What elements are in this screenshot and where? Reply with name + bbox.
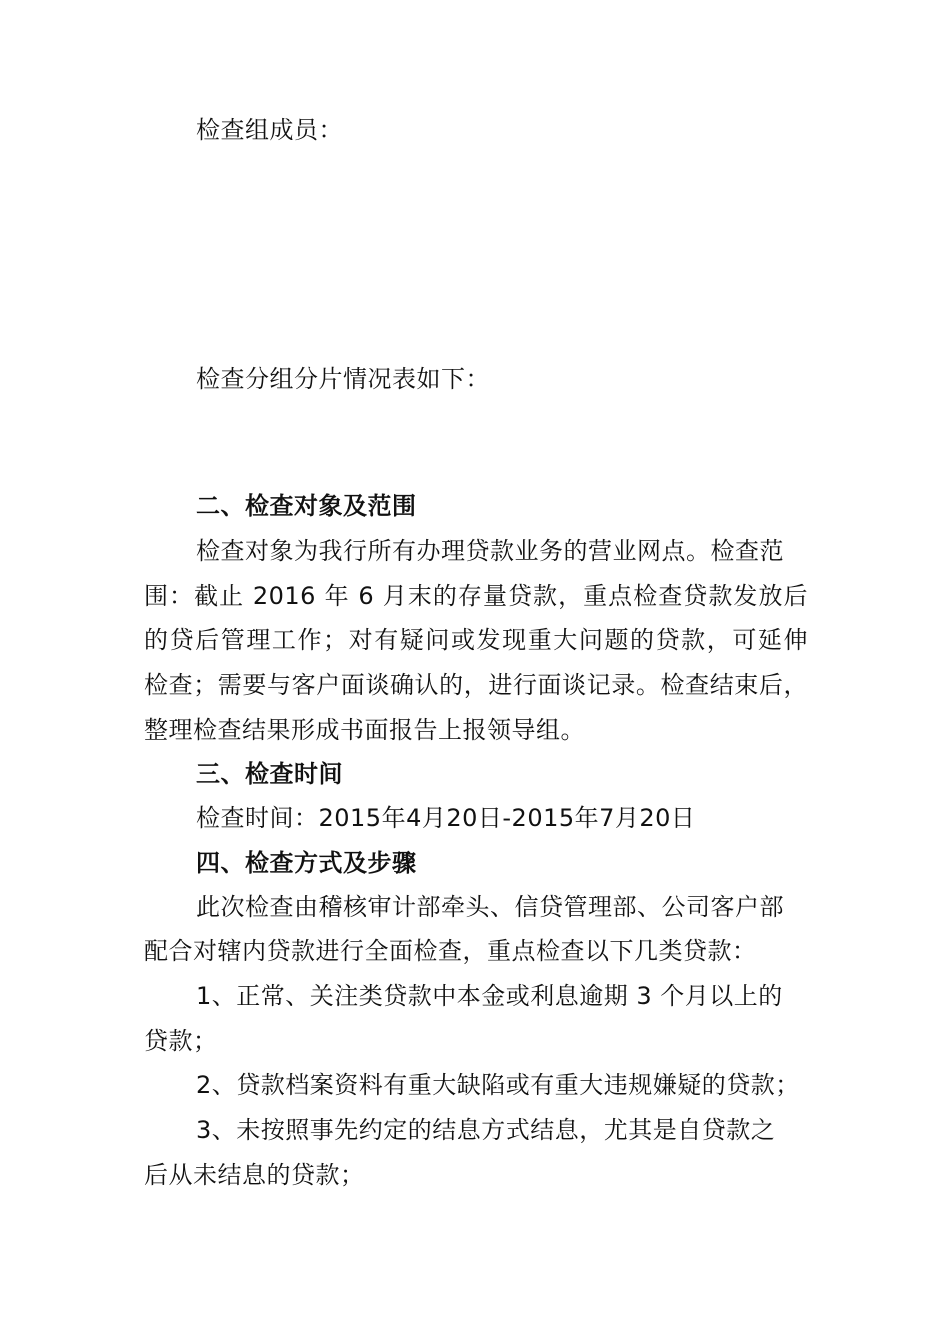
section-2-line-5: 整理检查结果形成书面报告上报领导组。 xyxy=(144,716,585,744)
list-item-3-line-1: 3、未按照事先约定的结息方式结息，尤其是自贷款之 xyxy=(196,1116,776,1144)
section-2-line-2: 围：截止 2016 年 6 月末的存量贷款，重点检查贷款发放后 xyxy=(144,582,808,610)
section-2-line-4: 检查；需要与客户面谈确认的，进行面谈记录。检查结束后， xyxy=(144,671,808,699)
section-2-line-3: 的贷后管理工作；对有疑问或发现重大问题的贷款，可延伸 xyxy=(144,626,808,654)
section-4-intro-line-1: 此次检查由稽核审计部牵头、信贷管理部、公司客户部 xyxy=(196,893,784,921)
section-3-heading: 三、检查时间 xyxy=(196,760,343,788)
section-4-intro-line-2: 配合对辖内贷款进行全面检查，重点检查以下几类贷款： xyxy=(144,937,757,965)
inspection-members-label: 检查组成员： xyxy=(196,116,343,144)
section-4-heading: 四、检查方式及步骤 xyxy=(196,849,417,877)
section-2-line-1: 检查对象为我行所有办理贷款业务的营业网点。检查范 xyxy=(196,537,784,565)
inspection-time: 检查时间：2015年4月20日-2015年7月20日 xyxy=(196,804,696,832)
grouping-table-intro: 检查分组分片情况表如下： xyxy=(196,365,490,393)
section-2-heading: 二、检查对象及范围 xyxy=(196,492,417,520)
list-item-1-line-2: 贷款； xyxy=(144,1027,218,1055)
list-item-2: 2、贷款档案资料有重大缺陷或有重大违规嫌疑的贷款； xyxy=(196,1071,800,1099)
list-item-1-line-1: 1、正常、关注类贷款中本金或利息逾期 3 个月以上的 xyxy=(196,982,783,1010)
list-item-3-line-2: 后从未结息的贷款； xyxy=(144,1161,365,1189)
